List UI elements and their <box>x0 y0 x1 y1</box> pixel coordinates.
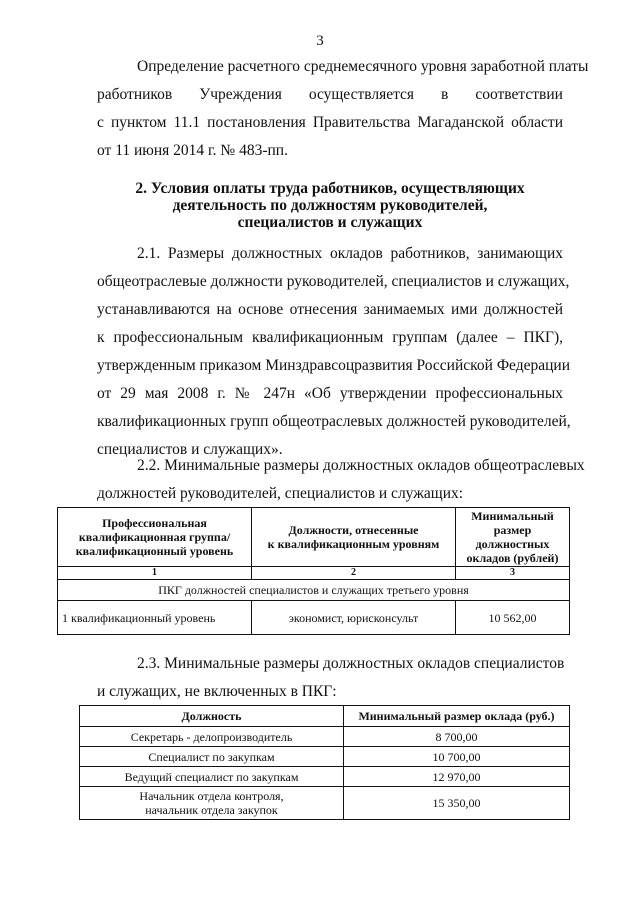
table-row <box>80 787 570 820</box>
position-cell: Ведущий специалист по закупкам <box>80 767 344 787</box>
column-number: 1 <box>58 567 252 580</box>
group-label: ПКГ должностей специалистов и служащих третьего уровня <box>58 580 570 601</box>
intro-line: Определение расчетного среднемесячного уровня заработной платы <box>137 58 589 75</box>
table-row <box>80 767 570 787</box>
column-number: 2 <box>252 567 456 580</box>
text-line: общеотраслевые должности руководителей, специалистов и служащих, <box>97 273 570 290</box>
group-row <box>58 580 570 601</box>
paragraph-2-1 <box>97 240 571 464</box>
text-line: 2.2. Минимальные размеры должностных окладов общеотраслевых <box>137 457 585 474</box>
table-row <box>80 727 570 747</box>
text-line: устанавливаются на основе отнесения занимаемых ими должностей <box>97 301 563 318</box>
intro-line: с пунктом 11.1 постановления Правительства Магаданской области <box>97 114 563 131</box>
table-header-row <box>58 508 570 567</box>
column-header: Должность <box>80 706 344 727</box>
word: осуществляется <box>308 86 415 103</box>
column-header: Профессиональная квалификационная группа/ квалификационный уровень <box>58 508 252 567</box>
section-heading <box>97 180 563 231</box>
salary-cell: 10 700,00 <box>344 747 570 767</box>
position-cell: Начальник отдела контроля, начальник отдела закупок <box>80 787 344 820</box>
heading-line: специалистов и служащих <box>237 214 423 231</box>
word: работников <box>97 86 173 103</box>
intro-justified-line <box>97 81 563 109</box>
salary-cell: 10 562,00 <box>456 601 570 635</box>
intro-line: от 11 июня 2014 г. № 483-пп. <box>97 142 288 159</box>
text-line: квалификационных групп общеотраслевых должностей руководителей, <box>97 413 571 430</box>
position-cell: Специалист по закупкам <box>80 747 344 767</box>
text-line: 2.3. Минимальные размеры должностных окладов специалистов <box>137 655 565 672</box>
heading-line: деятельность по должностям руководителей, <box>172 197 488 214</box>
salary-cell: 8 700,00 <box>344 727 570 747</box>
word: в <box>441 86 449 103</box>
pkg-salary-table <box>57 507 570 635</box>
position-cell: Секретарь - делопроизводитель <box>80 727 344 747</box>
table-row <box>58 601 570 635</box>
text-line: к профессиональным квалификационным группам (далее – ПКГ), <box>97 329 563 346</box>
column-header: Минимальный размер оклада (руб.) <box>344 706 570 727</box>
word: Учреждения <box>199 86 282 103</box>
salary-cell: 15 350,00 <box>344 787 570 820</box>
column-number-row <box>58 567 570 580</box>
salary-cell: 12 970,00 <box>344 767 570 787</box>
table-row <box>80 747 570 767</box>
text-line: от 29 мая 2008 г. № 247н «Об утверждении профессиональных <box>97 385 563 402</box>
page-number: 3 <box>316 33 324 49</box>
word: соответствии <box>475 86 563 103</box>
table-header-row <box>80 706 570 727</box>
positions-cell: экономист, юрисконсульт <box>252 601 456 635</box>
column-header: Минимальный размер должностных окладов (рублей) <box>456 508 570 567</box>
text-line: должностей руководителей, специалистов и служащих: <box>97 485 464 502</box>
paragraph-2-3 <box>97 650 563 706</box>
intro-paragraph <box>97 53 589 165</box>
non-pkg-salary-table <box>79 705 570 820</box>
text-line: и служащих, не включенных в ПКГ: <box>97 683 337 700</box>
text-line: специалистов и служащих». <box>97 441 283 458</box>
text-line: утвержденным приказом Минздравсоцразвития Российской Федерации <box>97 357 571 374</box>
heading-line: 2. Условия оплаты труда работников, осуществляющих <box>135 180 525 197</box>
level-cell: 1 квалификационный уровень <box>58 601 252 635</box>
text-line: 2.1. Размеры должностных окладов работников, занимающих <box>137 245 563 262</box>
column-header: Должности, отнесенные к квалификационным уровням <box>252 508 456 567</box>
column-number: 3 <box>456 567 570 580</box>
paragraph-2-2 <box>97 452 585 508</box>
